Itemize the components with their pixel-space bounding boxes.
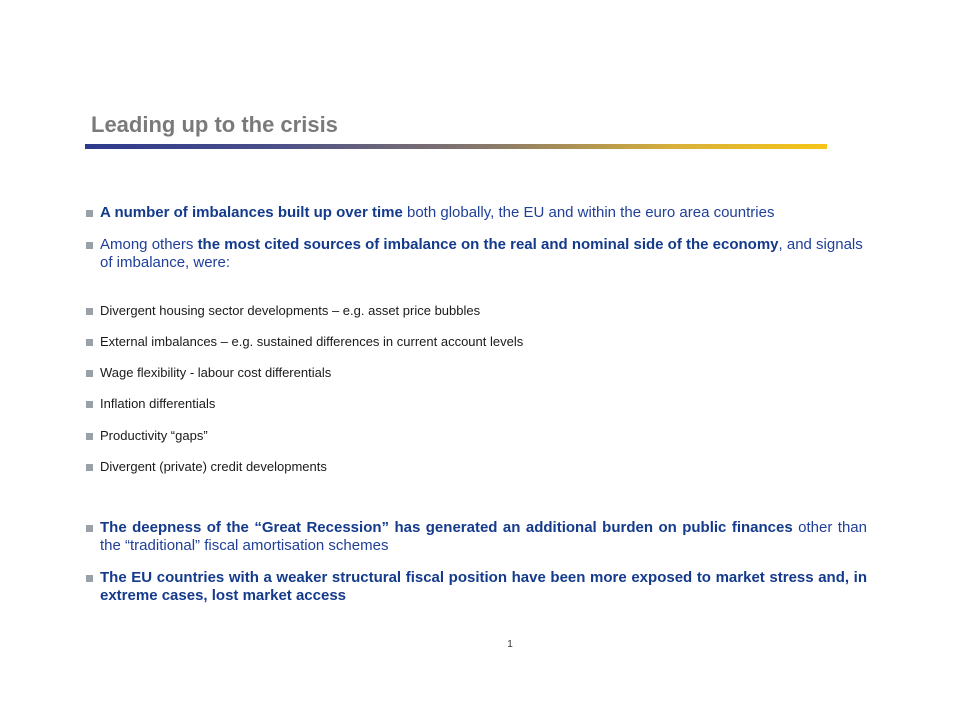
bullet-bold-text: the most cited sources of imbalance on the real and nominal side of the economy <box>197 236 779 253</box>
sub-bullet-text: Divergent housing sector developments – e.g. asset price bubbles <box>100 303 481 318</box>
sub-bullet-housing <box>86 303 867 319</box>
sub-bullet-credit <box>86 459 867 475</box>
sub-bullet-text: Divergent (private) credit developments <box>100 459 327 474</box>
sub-bullet-external <box>86 334 867 350</box>
bullet-text: other than the “traditional” fiscal amortisation schemes <box>100 519 867 554</box>
sub-bullet-text: Inflation differentials <box>100 396 216 411</box>
bullet-weaker-fiscal <box>86 569 867 605</box>
bullet-bold-text: The EU countries with a weaker structural fiscal position have been more exposed to market stress and, in extreme cases, lost market access <box>100 569 867 604</box>
square-bullet-icon <box>86 575 93 582</box>
square-bullet-icon <box>86 339 93 346</box>
page-number: 1 <box>507 639 513 650</box>
bullet-bold-text: A number of imbalances built up over time <box>100 204 403 221</box>
square-bullet-icon <box>86 210 93 217</box>
bullet-text: , and signals of imbalance, were: <box>100 236 863 271</box>
sub-bullet-text: Productivity “gaps” <box>100 428 208 443</box>
square-bullet-icon <box>86 370 93 377</box>
bullet-sources <box>86 236 867 272</box>
bullet-bold-text: The deepness of the “Great Recession” has generated an additional burden on public finances <box>100 519 793 536</box>
sub-bullet-text: External imbalances – e.g. sustained differences in current account levels <box>100 334 524 349</box>
square-bullet-icon <box>86 525 93 532</box>
square-bullet-icon <box>86 433 93 440</box>
square-bullet-icon <box>86 308 93 315</box>
square-bullet-icon <box>86 401 93 408</box>
sub-bullet-text: Wage flexibility - labour cost differentials <box>100 365 332 380</box>
sub-bullet-productivity <box>86 428 867 444</box>
square-bullet-icon <box>86 242 93 249</box>
slide-title: Leading up to the crisis <box>91 112 338 137</box>
bullet-great-recession <box>86 519 867 555</box>
title-underline <box>85 144 827 149</box>
sub-bullet-wage <box>86 365 867 381</box>
sub-bullet-inflation <box>86 396 867 412</box>
square-bullet-icon <box>86 464 93 471</box>
bullet-imbalances <box>86 204 867 222</box>
bullet-text: both globally, the EU and within the euro area countries <box>402 204 775 221</box>
bullet-text: Among others <box>100 236 198 253</box>
